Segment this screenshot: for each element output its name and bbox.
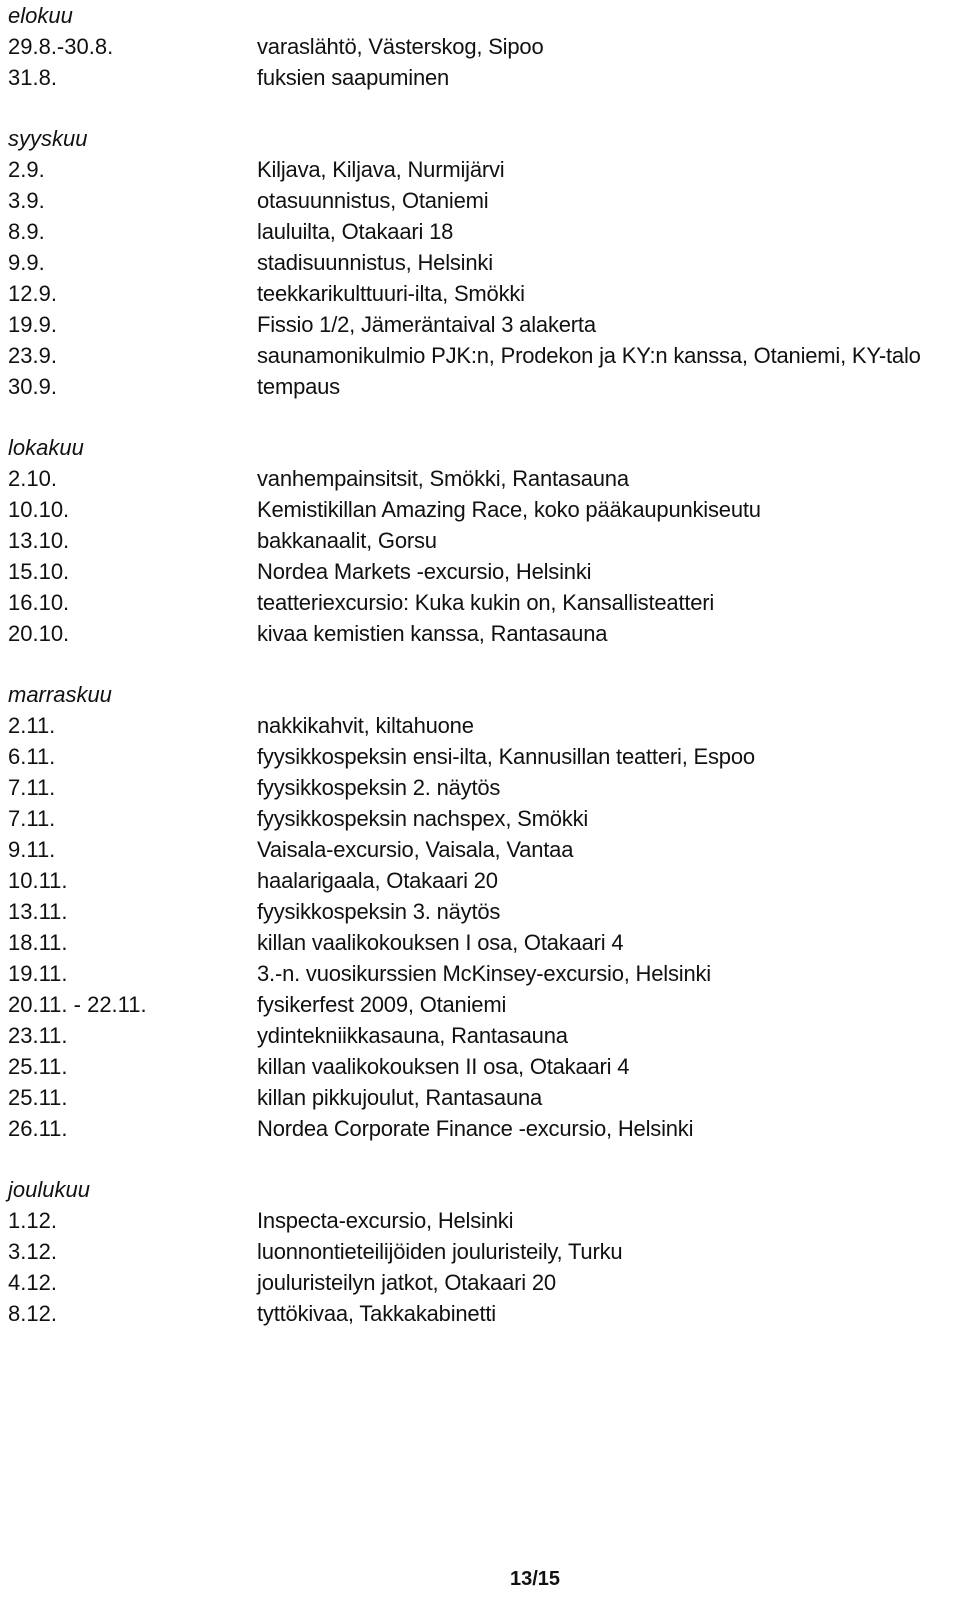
event-date: 10.10. [8,497,70,522]
event-row [8,278,953,309]
event-date: 19.11. [8,961,68,986]
event-text: fuksien saapuminen [257,65,450,90]
event-date: 4.12. [8,1270,57,1295]
event-text: tempaus [257,374,340,399]
event-date: 8.12. [8,1301,57,1326]
event-row [8,772,953,803]
event-date: 3.9. [8,188,45,213]
event-date: 2.11. [8,713,56,738]
event-row [8,587,953,618]
month-heading: marraskuu [8,682,112,707]
month-heading: syyskuu [8,126,88,151]
event-date: 10.11. [8,868,68,893]
event-row [8,989,953,1020]
event-text: fyysikkospeksin 3. näytös [257,899,501,924]
event-text: Nordea Markets -excursio, Helsinki [257,559,592,584]
event-text: teatteriexcursio: Kuka kukin on, Kansallisteatteri [257,590,715,615]
event-text: killan vaalikokouksen II osa, Otakaari 4 [257,1054,630,1079]
event-date: 2.10. [8,466,57,491]
event-date: 13.11. [8,899,68,924]
month-section-elokuu [8,0,953,93]
event-row [8,309,953,340]
month-heading: elokuu [8,3,73,28]
event-row [8,1051,953,1082]
event-text: tyttökivaa, Takkakabinetti [257,1301,496,1326]
event-text: killan pikkujoulut, Rantasauna [257,1085,543,1110]
event-text: ydintekniikkasauna, Rantasauna [257,1023,568,1048]
event-text: fyysikkospeksin ensi-ilta, Kannusillan teatteri, Espoo [257,744,755,769]
event-date: 19.9. [8,312,57,337]
event-text: otasuunnistus, Otaniemi [257,188,489,213]
event-row [8,1113,953,1144]
event-date: 23.9. [8,343,57,368]
event-text: Nordea Corporate Finance -excursio, Helsinki [257,1116,694,1141]
event-date: 8.9. [8,219,45,244]
event-text: nakkikahvit, kiltahuone [257,713,474,738]
event-text: 3.-n. vuosikurssien McKinsey-excursio, Helsinki [257,961,711,986]
event-row [8,741,953,772]
event-row [8,1082,953,1113]
event-date: 15.10. [8,559,70,584]
event-date: 25.11. [8,1054,68,1079]
event-row [8,1020,953,1051]
event-row [8,463,953,494]
event-row [8,494,953,525]
event-text: stadisuunnistus, Helsinki [257,250,493,275]
event-text: fyysikkospeksin nachspex, Smökki [257,806,589,831]
event-text: luonnontieteilijöiden jouluristeily, Turku [257,1239,623,1264]
event-date: 9.11. [8,837,56,862]
event-row [8,1267,953,1298]
month-section-lokakuu [8,432,953,649]
event-row [8,865,953,896]
event-row [8,803,953,834]
event-date: 30.9. [8,374,57,399]
event-date: 31.8. [8,65,57,90]
event-text: lauluilta, Otakaari 18 [257,219,454,244]
event-row [8,31,953,62]
event-row [8,896,953,927]
event-row [8,185,953,216]
event-text: jouluristeilyn jatkot, Otakaari 20 [257,1270,556,1295]
event-date: 9.9. [8,250,45,275]
event-row [8,525,953,556]
event-row [8,62,953,93]
event-date: 26.11. [8,1116,68,1141]
event-date: 29.8.-30.8. [8,34,114,59]
event-text: teekkarikulttuuri-ilta, Smökki [257,281,525,306]
page-number: 13/15 [509,1568,561,1590]
event-date: 20.10. [8,621,70,646]
event-row [8,371,953,402]
event-row [8,710,953,741]
event-text: fysikerfest 2009, Otaniemi [257,992,507,1017]
event-row [8,618,953,649]
event-text: bakkanaalit, Gorsu [257,528,437,553]
event-row [8,834,953,865]
event-date: 12.9. [8,281,57,306]
month-heading: joulukuu [8,1177,90,1202]
event-date: 1.12. [8,1208,57,1233]
event-date: 25.11. [8,1085,68,1110]
event-text: varaslähtö, Västerskog, Sipoo [257,34,544,59]
event-text: Vaisala-excursio, Vaisala, Vantaa [257,837,574,862]
month-heading: lokakuu [8,435,84,460]
event-date: 20.11. - 22.11. [8,992,147,1017]
event-text: Fissio 1/2, Jämeräntaival 3 alakerta [257,312,596,337]
event-text: Inspecta-excursio, Helsinki [257,1208,514,1233]
event-row [8,927,953,958]
event-calendar [8,0,953,1329]
event-row [8,247,953,278]
event-row [8,154,953,185]
event-row [8,958,953,989]
event-text: Kemistikillan Amazing Race, koko pääkaupunkiseutu [257,497,761,522]
month-section-joulukuu [8,1174,953,1329]
event-text: kivaa kemistien kanssa, Rantasauna [257,621,608,646]
event-row [8,340,953,371]
event-text: fyysikkospeksin 2. näytös [257,775,501,800]
event-row [8,1298,953,1329]
event-date: 7.11. [8,806,56,831]
event-row [8,1236,953,1267]
event-date: 2.9. [8,157,45,182]
event-date: 18.11. [8,930,68,955]
event-text: saunamonikulmio PJK:n, Prodekon ja KY:n kanssa, Otaniemi, KY-talo [257,343,921,368]
event-date: 16.10. [8,590,70,615]
event-text: vanhempainsitsit, Smökki, Rantasauna [257,466,629,491]
event-date: 7.11. [8,775,56,800]
event-row [8,556,953,587]
event-row [8,216,953,247]
event-date: 23.11. [8,1023,68,1048]
event-row [8,1205,953,1236]
event-text: haalarigaala, Otakaari 20 [257,868,498,893]
event-date: 13.10. [8,528,70,553]
event-date: 6.11. [8,744,56,769]
month-section-marraskuu [8,679,953,1144]
month-section-syyskuu [8,123,953,402]
event-text: killan vaalikokouksen I osa, Otakaari 4 [257,930,624,955]
event-text: Kiljava, Kiljava, Nurmijärvi [257,157,505,182]
event-date: 3.12. [8,1239,57,1264]
